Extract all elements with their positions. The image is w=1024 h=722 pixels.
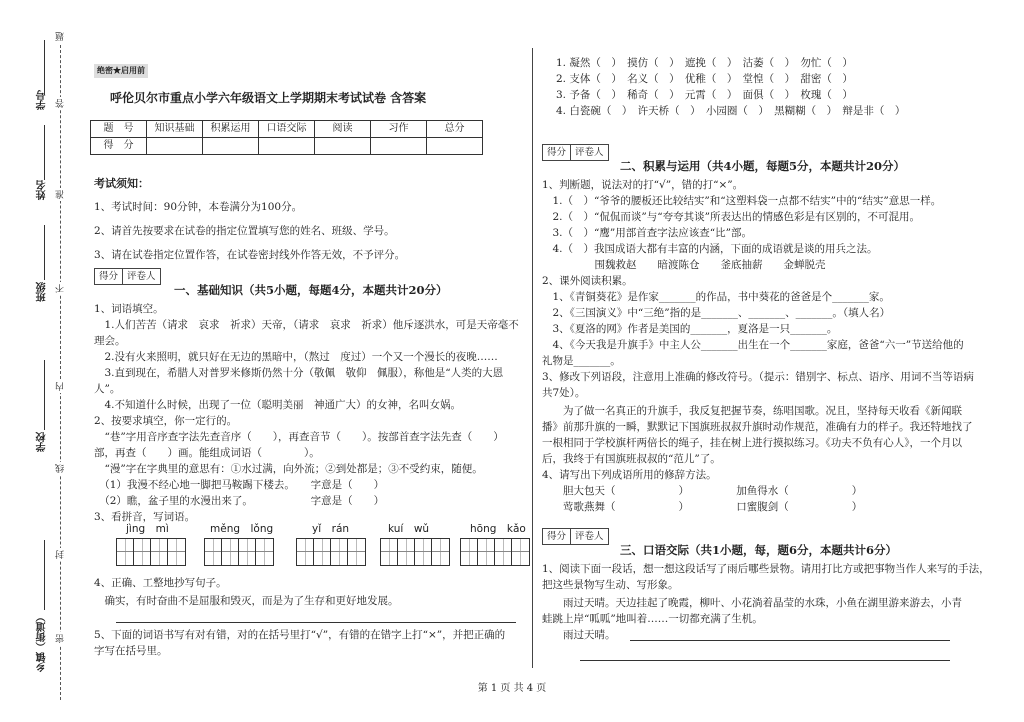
question-line: 把这些景物写生动、写形象。	[542, 579, 679, 591]
question-line: 雨过天晴。	[542, 629, 616, 641]
score-table-cell: 积累运用	[203, 121, 259, 138]
binding-label-school: 学校	[37, 432, 48, 452]
score-input-cell[interactable]	[315, 138, 371, 155]
question-line: 部，再查（ ）画。能组成词语（ ）。	[94, 447, 320, 459]
score-input-cell[interactable]	[371, 138, 427, 155]
seal-line	[60, 30, 61, 700]
question-line: “巷”字用音序查字法先查音序（ ），再查音节（ ）。按部首查字法先查（ ）	[94, 431, 504, 443]
pinyin-label: měng lǒng	[210, 523, 274, 535]
question-line: 1、阅读下面一段话，想一想这段话写了雨后哪些景物。请用打比方或把事物当作人来写的手法，	[542, 563, 990, 575]
question-line: 1.（ ）“爷爷的腰板还比较结实”和“这塑料袋一点都不结实”中的“结实”意思一样。	[542, 195, 942, 207]
question-line: 播》前那升旗的一瞬，默默记下国旗班叔叔升旗时动作规范，准确有力的样子。我还特地找了	[542, 421, 973, 433]
question-line: 人”。	[94, 383, 121, 395]
cut-mark: 答	[55, 97, 68, 110]
question-line: 3.直到现在，希腊人对普罗米修斯仍然十分（敬佩 敬仰 佩服），称他是“人类的大恩	[94, 367, 504, 379]
cut-mark: 不	[55, 282, 68, 295]
score-table-score-row	[91, 138, 483, 155]
pinyin-answer-box[interactable]	[204, 538, 274, 566]
grader-score-label: 得分	[543, 145, 571, 160]
grader-box	[542, 528, 609, 545]
question-line: 2、《三国演义》中“三绝”指的是_______、_______、_______。（填人名）	[542, 307, 891, 319]
grader-score-label: 得分	[95, 269, 123, 284]
question-line: 4. 白瓷碗（ ） 许天桥（ ） 小园圈（ ） 黑糊糊（ ） 辩是非（ ）	[556, 105, 906, 117]
notice-heading: 考试须知：	[94, 177, 149, 190]
score-table-cell: 得 分	[91, 138, 147, 155]
score-table-cell: 口语交际	[259, 121, 315, 138]
question-line: 莺歌燕舞（ ） 口蜜腹剑（ ）	[542, 501, 863, 513]
binding-margin	[0, 0, 82, 722]
question-line: 字写在括号里。	[94, 645, 168, 657]
question-line: 1. 凝然（ ） 摸仿（ ） 遮挽（ ） 沽萎（ ） 勿忙（ ）	[556, 57, 853, 69]
pinyin-label: jìng mì	[126, 523, 169, 535]
notice-item: 2、请首先按要求在试卷的指定位置填写您的姓名、班级、学号。	[94, 225, 395, 237]
score-table-cell: 知识基础	[147, 121, 203, 138]
question-line: 确实，有时奋曲不是屈服和毁灭，而是为了生存和更好地发展。	[94, 595, 399, 607]
score-table-cell: 习作	[371, 121, 427, 138]
pinyin-answer-box[interactable]	[116, 538, 186, 566]
answer-line[interactable]	[580, 660, 950, 661]
secret-stamp: 绝密★启用前	[94, 64, 148, 78]
pinyin-answer-box[interactable]	[380, 538, 450, 566]
cut-mark: 准	[55, 188, 68, 201]
question-line: 后，我终于有国旗班叔叔的“范儿”了。	[542, 453, 721, 465]
pinyin-label: yǐ rán	[312, 523, 350, 535]
question-line: 一根相同于学校旗杆两倍长的绳子，挂在树上进行摸拟练习。《功夫不负有心人》，一个月以	[542, 437, 962, 449]
question-line: “漫”字在字典里的意思有：①水过满，向外流；②到处都是；③不受约束，随便。	[94, 463, 483, 475]
question-line: 3. 予备（ ） 稀奇（ ） 元霄（ ） 面俱（ ） 枚瑰（ ）	[556, 89, 853, 101]
cut-mark: 密	[55, 632, 68, 645]
pinyin-label: hōng kǎo	[470, 523, 526, 535]
grader-score-label: 得分	[543, 529, 571, 544]
score-table-header-row	[91, 121, 483, 138]
column-divider	[532, 48, 533, 668]
notice-item: 1、考试时间：90分钟，本卷满分为100分。	[94, 201, 303, 213]
grader-box	[542, 144, 609, 161]
question-line: 2.没有火来照明，就只好在无边的黑暗中，（熬过 度过）一个又一个漫长的夜晚……	[94, 351, 498, 363]
grader-box	[94, 268, 161, 285]
pinyin-label: kuí wǔ	[388, 523, 430, 535]
question-line: 2. 支体（ ） 名义（ ） 优稚（ ） 堂惶（ ） 甜密（ ）	[556, 73, 853, 85]
town-blank	[44, 540, 45, 610]
question-line: 蛙跳上岸“呱呱”地叫着……一切都充满了生机。	[542, 613, 763, 625]
question-line: 4、正确、工整地抄写句子。	[94, 577, 227, 589]
score-input-cell[interactable]	[259, 138, 315, 155]
question-line: 2、按要求填空，你一定行的。	[94, 415, 238, 427]
question-line: 围魏救赵 暗渡陈仓 釜底抽薪 金蝉脱壳	[542, 259, 826, 271]
question-line: 4.（ ）我国成语大都有丰富的内涵，下面的成语就是谈的用兵之法。	[542, 243, 878, 255]
answer-line[interactable]	[630, 640, 950, 641]
name-blank	[44, 125, 45, 180]
question-line: 3.（ ）“鹰”用部首查字法应该查“比”部。	[542, 227, 752, 239]
question-line: 4、《今天我是升旗手》中主人公_______出生在一个_______家庭，爸爸“六一”节送给他的	[542, 339, 964, 351]
score-table-cell: 总分	[427, 121, 483, 138]
question-line: 理会。	[94, 335, 126, 347]
section-3-title: 三、口语交际（共1小题，每，题6分，本题共计6分）	[620, 543, 898, 557]
score-input-cell[interactable]	[203, 138, 259, 155]
score-table-cell: 阅读	[315, 121, 371, 138]
question-line: 3、看拼音，写词语。	[94, 511, 196, 523]
binding-label-student-id: 学号	[37, 90, 48, 110]
pinyin-answer-box[interactable]	[296, 538, 366, 566]
student-id-blank	[44, 40, 45, 95]
cut-mark: 内	[55, 380, 68, 393]
score-input-cell[interactable]	[427, 138, 483, 155]
question-line: 1.人们苦苦（请求 哀求 祈求）天帝，（请求 哀求 祈求）他斥逐洪水，可是天帝毫不	[94, 319, 519, 331]
question-line: 2.（ ）“侃侃而谈”与“夸夸其谈”所表达出的情感色彩是有区别的，不可混用。	[542, 211, 920, 223]
school-blank	[44, 360, 45, 430]
question-line: 为了做一名真正的升旗手，我反复把握节奏，练唱国歌。况且，坚持每天收看《新闻联	[542, 405, 962, 417]
question-line: 3、《夏洛的网》作者是美国的_______，夏洛是一只_______。	[542, 323, 838, 335]
question-line: 胆大包天（ ） 加鱼得水（ ）	[542, 485, 863, 497]
question-line: 雨过天晴。天边挂起了晚霞，柳叶、小花淌着晶莹的水珠，小鱼在湖里游来游去，小青	[542, 597, 962, 609]
notice-item: 3、请在试卷指定位置作答，在试卷密封线外作答无效，不予评分。	[94, 249, 406, 261]
grader-reviewer-label: 评卷人	[575, 531, 604, 542]
copy-sentence-line[interactable]	[116, 622, 516, 623]
question-line: 3、修改下列语段，注意用上准确的修改符号。（提示：错别字、标点、语序、用词不当等语病	[542, 371, 974, 383]
score-table-cell: 题 号	[91, 121, 147, 138]
pinyin-answer-box[interactable]	[460, 538, 530, 566]
page-footer: 第 1 页 共 4 页	[477, 683, 547, 694]
class-blank	[44, 225, 45, 280]
question-line: 4.不知道什么时候，出现了一位（聪明美丽 神通广大）的女神，名叫女娲。	[94, 399, 462, 411]
question-line: 4、请写出下列成语所用的修辞方法。	[542, 469, 717, 481]
question-line: 1、《青铜葵花》是作家_______的作品，书中葵花的爸爸是个_______家。	[542, 291, 890, 303]
question-line: 共7处）。	[542, 387, 586, 399]
section-1-title: 一、基础知识（共5小题，每题4分，本题共计20分）	[174, 283, 448, 297]
binding-label-class: 班级	[37, 282, 48, 302]
question-line: 1、词语填空。	[94, 303, 164, 315]
grader-reviewer-label: 评卷人	[127, 271, 156, 282]
cut-mark: 封	[55, 548, 68, 561]
score-input-cell[interactable]	[147, 138, 203, 155]
binding-label-name: 姓名	[37, 180, 48, 200]
question-line: （1）我漫不经心地一脚把马鞍踢下楼去。 字意是（ ）	[94, 479, 385, 491]
binding-label-town: 乡镇（街道）	[37, 612, 48, 672]
question-line: 礼物是_______。	[542, 355, 621, 367]
cut-mark: 线	[55, 462, 68, 475]
grader-reviewer-label: 评卷人	[575, 147, 604, 158]
question-line: 2、课外阅读积累。	[542, 275, 633, 287]
question-line: 1、判断题，说法对的打“√”，错的打“×”。	[542, 179, 744, 191]
cut-mark: 题	[55, 30, 68, 43]
question-line: 5、下面的词语书写有对有错，对的在括号里打“√”，有错的在错字上打“×”，并把正确的	[94, 629, 506, 641]
page-title: 呼伦贝尔市重点小学六年级语文上学期期末考试试卷 含答案	[110, 91, 427, 105]
score-table	[90, 120, 483, 155]
section-2-title: 二、积累与运用（共4小题，每题5分，本题共计20分）	[620, 159, 906, 173]
question-line: （2）瞧，盆子里的水漫出来了。 字意是（ ）	[94, 495, 385, 507]
